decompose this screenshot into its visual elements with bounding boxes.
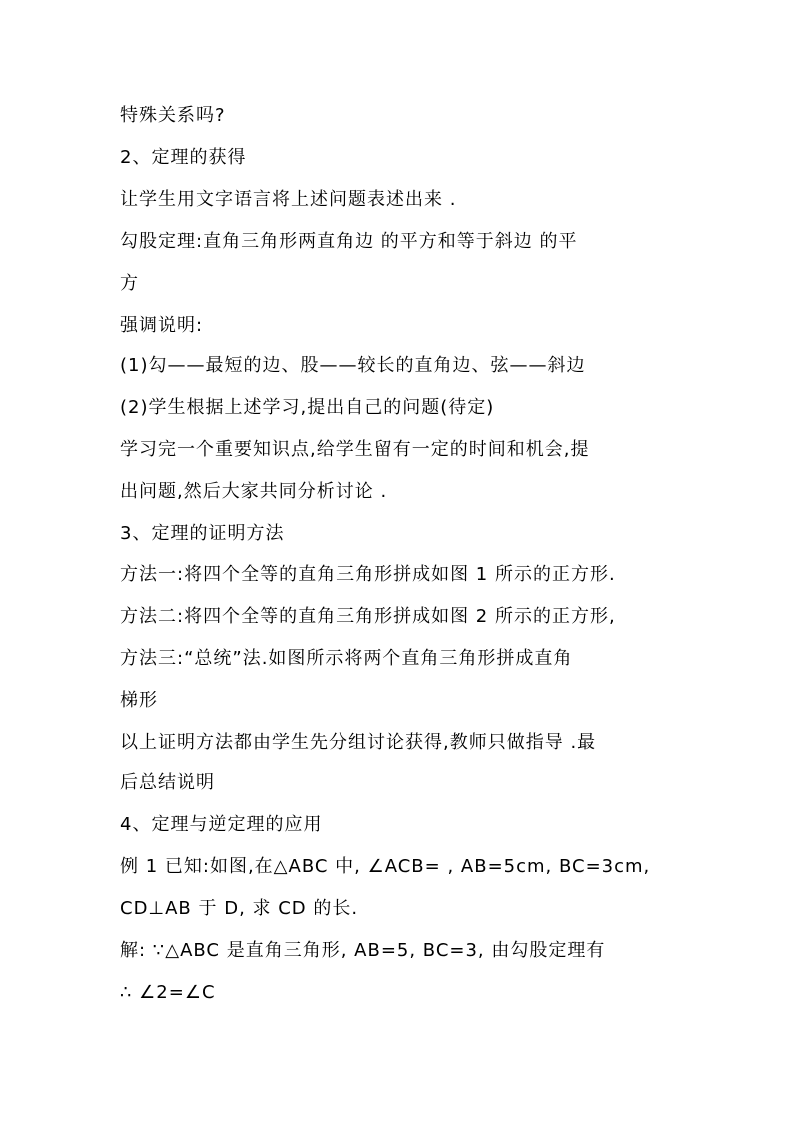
text-line: ∴ ∠2=∠C <box>120 982 216 1003</box>
text-line: 出问题,然后大家共同分析讨论 . <box>120 481 388 502</box>
text-line: 后总结说明 <box>120 772 215 793</box>
text-line: (2)学生根据上述学习,提出自己的问题(待定) <box>120 397 495 418</box>
text-line: (1)勾——最短的边、股——较长的直角边、弦——斜边 <box>120 355 586 376</box>
text-line: 方 <box>120 273 139 294</box>
text-line: 学习完一个重要知识点,给学生留有一定的时间和机会,提 <box>120 439 590 460</box>
text-line: CD⊥AB 于 D, 求 CD 的长. <box>120 898 359 919</box>
text-line: 方法二:将四个全等的直角三角形拼成如图 2 所示的正方形, <box>120 606 616 627</box>
text-line: 以上证明方法都由学生先分组讨论获得,教师只做指导 .最 <box>120 732 597 753</box>
text-line: 梯形 <box>120 690 158 711</box>
section-heading: 4、定理与逆定理的应用 <box>120 814 323 835</box>
text-line: 让学生用文字语言将上述问题表述出来 . <box>120 189 457 210</box>
text-line: 勾股定理:直角三角形两直角边 的平方和等于斜边 的平 <box>120 231 578 252</box>
text-line: 特殊关系吗? <box>120 105 226 126</box>
section-heading: 2、定理的获得 <box>120 147 247 168</box>
section-heading: 3、定理的证明方法 <box>120 523 285 544</box>
text-line: 例 1 已知:如图,在△ABC 中, ∠ACB= , AB=5cm, BC=3cm, <box>120 856 651 877</box>
text-line: 方法一:将四个全等的直角三角形拼成如图 1 所示的正方形. <box>120 564 616 585</box>
text-line: 强调说明: <box>120 315 204 336</box>
text-line: 方法三:“总统”法.如图所示将两个直角三角形拼成直角 <box>120 648 573 669</box>
text-line: 解: ∵△ABC 是直角三角形, AB=5, BC=3, 由勾股定理有 <box>120 940 606 961</box>
